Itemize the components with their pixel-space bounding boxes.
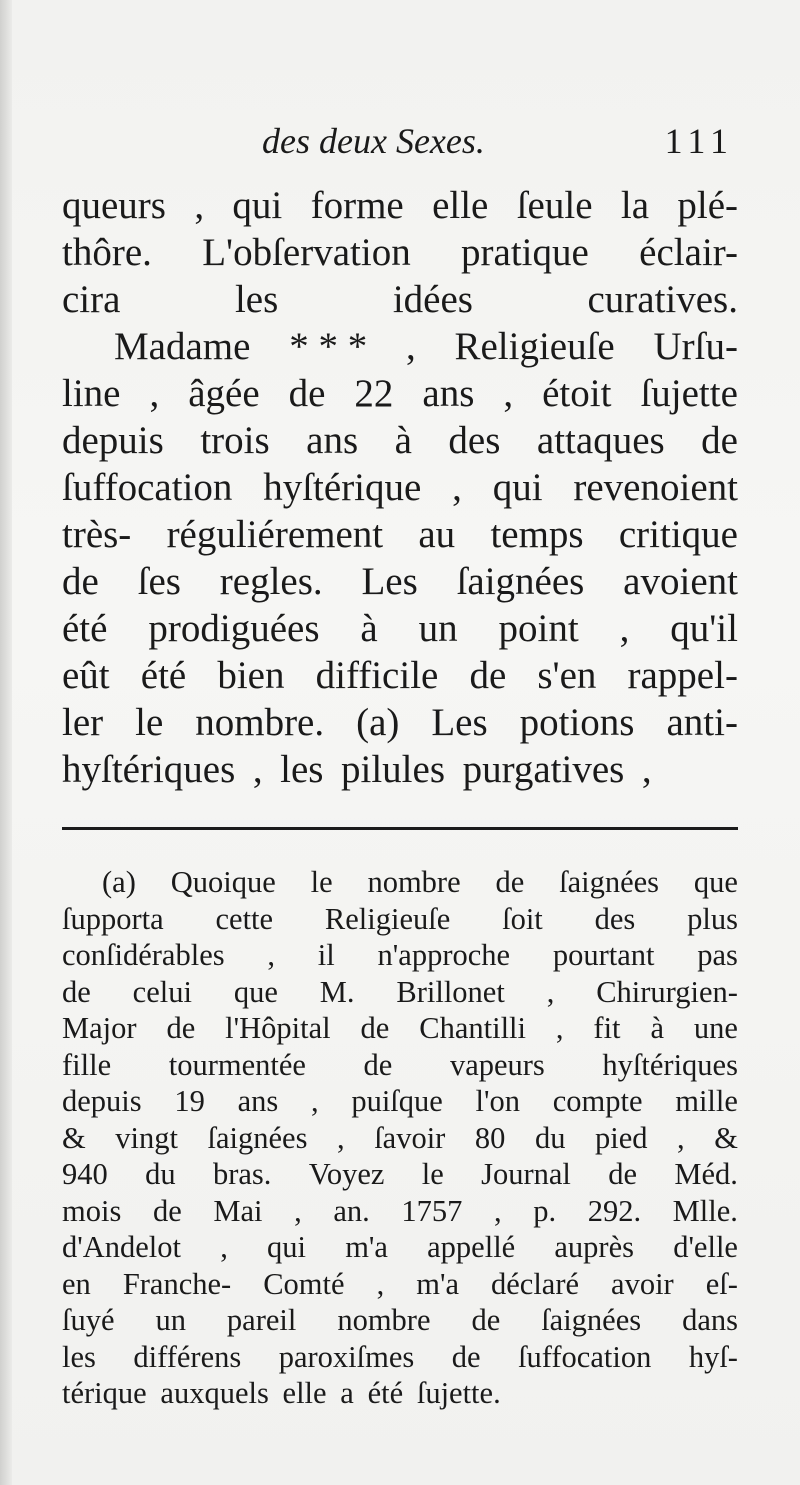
body-word: de [701, 419, 738, 462]
footnote-line [62, 937, 738, 974]
footnote-word: le [310, 865, 333, 899]
footnote-line [62, 1156, 738, 1193]
footnote-word: ſaignées [559, 865, 660, 899]
footnote-word: un [155, 1303, 186, 1337]
body-word: idées [392, 278, 473, 321]
footnote-word: de [451, 1339, 481, 1374]
body-word: ſaignées [456, 560, 585, 603]
body-line [62, 323, 738, 370]
body-word: potions [519, 701, 635, 744]
footnote-word: , [267, 938, 276, 972]
body-line [62, 182, 738, 229]
footnote-word: a [340, 1376, 354, 1410]
body-word: ler [62, 701, 104, 744]
footnote-word: ſupporta [62, 901, 164, 936]
body-line [62, 417, 738, 464]
body-word: , [503, 372, 514, 415]
body-word: difficile [315, 654, 439, 697]
footnote-word: de [471, 1303, 501, 1337]
body-word: à [360, 607, 378, 650]
body-line [62, 746, 738, 793]
footnote-line [62, 1375, 738, 1412]
body-word: Urſu- [653, 325, 738, 368]
body-word: de [469, 654, 507, 697]
footnote-word: , [555, 1011, 564, 1045]
footnote-line [62, 901, 738, 938]
footnote-word: Comté [263, 1266, 345, 1301]
footnote-word: paroxiſmes [278, 1339, 415, 1374]
footnote-word: à [650, 1011, 664, 1045]
footnote-word: (a) [102, 865, 136, 899]
footnote-word: Religieuſe [324, 901, 451, 936]
body-word: point [498, 607, 579, 650]
body-word: Madame [114, 325, 251, 368]
body-word: line [62, 372, 121, 415]
footnote-word: vingt [115, 1120, 178, 1155]
footnote-word: en [62, 1266, 91, 1301]
body-word: âgée [188, 372, 260, 415]
body-word: , [149, 372, 160, 415]
footnote-word: Quoique [170, 865, 276, 899]
body-word: les [280, 748, 324, 791]
footnote-word: ſuffocation [518, 1339, 652, 1374]
body-word: nombre. [195, 701, 325, 744]
footnote-word: , [220, 1230, 228, 1264]
footnote-line [62, 864, 738, 901]
footnote-word: mois [62, 1193, 122, 1228]
footnote-word: d'elle [673, 1230, 738, 1264]
body-word: 22 [354, 372, 394, 415]
footnote-word: des [594, 901, 636, 936]
body-word: , [252, 748, 263, 791]
footnote-word: de [363, 1047, 393, 1082]
body-word: cira [62, 278, 121, 321]
footnote-word: compte [552, 1084, 643, 1118]
footnote-word: p. [533, 1193, 557, 1228]
footnote-line [62, 1302, 738, 1339]
body-word: purgatives [462, 748, 625, 791]
body-word: étoit [542, 372, 612, 415]
footnote-word: que [233, 974, 278, 1009]
footnote-word: & [714, 1120, 738, 1155]
footnote-word: avoir [611, 1266, 674, 1301]
body-word: très- [62, 513, 132, 556]
body-word: bien [217, 654, 285, 697]
body-line [62, 699, 738, 746]
body-word: hyſtériques [62, 748, 236, 791]
running-title: des deux Sexes. [262, 121, 485, 161]
footnote-word: Journal [481, 1157, 571, 1191]
footnote-word: pareil [226, 1303, 297, 1337]
footnote-word: Major [62, 1011, 137, 1045]
footnote-word: fit [593, 1011, 621, 1045]
footnote-line [62, 1266, 738, 1303]
footnote-rule [62, 827, 738, 830]
footnote-word: , [677, 1120, 685, 1155]
body-word: ſes [137, 560, 181, 603]
footnote-line [62, 1339, 738, 1376]
footnote-word: 19 [174, 1084, 205, 1118]
footnote-word: ſoit [502, 901, 543, 936]
body-word: temps [490, 513, 584, 556]
footnote-word: conſidérables [62, 938, 225, 972]
footnote-word: nombre [367, 865, 461, 899]
page-edge-shadow [0, 0, 12, 1485]
footnote-word: plus [687, 901, 738, 936]
body-line [62, 652, 738, 699]
footnote-word: auxquels [160, 1376, 269, 1410]
body-word: qui [492, 466, 543, 509]
body-word: regles. [219, 560, 323, 603]
body-word: au [418, 513, 456, 556]
footnote-word: pas [697, 938, 738, 972]
footnote-word: Chantilli [419, 1011, 526, 1045]
body-word: le [135, 701, 164, 744]
body-word: ſujette [640, 372, 738, 415]
footnote-word: été [367, 1376, 404, 1410]
body-word: la [620, 184, 650, 227]
footnote-word: Franche- [122, 1266, 232, 1301]
footnote-word: hyſ- [688, 1339, 738, 1374]
footnote-word: le [421, 1157, 444, 1191]
body-word: été [140, 654, 187, 697]
body-word: plé- [677, 184, 738, 227]
footnote-word: de [152, 1193, 182, 1228]
footnote-word: Mai [213, 1193, 263, 1228]
body-word: à [394, 419, 412, 462]
body-word: depuis [62, 419, 164, 462]
footnote-word: puiſque [351, 1084, 443, 1118]
body-word: de [288, 372, 326, 415]
body-line [62, 276, 738, 323]
footnote-word: Voyez [308, 1157, 385, 1191]
footnote-word: 292. [587, 1193, 642, 1228]
footnote-word: pied [594, 1120, 648, 1155]
body-word: réguliérement [166, 513, 384, 556]
footnote-word: an. [333, 1193, 370, 1228]
footnote-word: fille [62, 1047, 112, 1082]
body-word: hyſtérique [263, 466, 422, 509]
footnote-word: ſuyé [62, 1303, 115, 1337]
footnote-word: d'Andelot [62, 1230, 182, 1264]
footnote-word: Brillonet [396, 974, 505, 1009]
body-word: ans [422, 372, 475, 415]
body-line [62, 229, 738, 276]
footnote-word: que [693, 865, 738, 899]
footnote-word: de [166, 1011, 196, 1045]
body-word: avoient [623, 560, 738, 603]
body-word: des [448, 419, 501, 462]
body-word: pratique [461, 231, 589, 274]
footnote-word: , [376, 1266, 385, 1301]
body-word: , [452, 466, 462, 509]
footnote-word: dans [682, 1303, 738, 1337]
running-head [62, 118, 738, 164]
body-word: ſuffocation [62, 466, 233, 509]
body-word: de [62, 560, 99, 603]
footnote-line [62, 1010, 738, 1047]
footnote-word: ans [237, 1084, 279, 1118]
footnote-line [62, 1229, 738, 1266]
footnote-word: 940 [62, 1157, 108, 1191]
footnote-word: les [62, 1339, 96, 1374]
footnote-word: m'a [345, 1230, 388, 1264]
footnote-word: térique [62, 1376, 147, 1410]
footnote [62, 864, 738, 1412]
body-word: eût [62, 654, 110, 697]
body-word: Religieuſe [454, 325, 615, 368]
footnote-word: de [360, 1011, 390, 1045]
footnote-word: du [534, 1120, 566, 1155]
footnote-word: & [62, 1120, 86, 1155]
body-word: pilules [341, 748, 446, 791]
footnote-line [62, 1047, 738, 1084]
footnote-word: eſ- [705, 1266, 738, 1301]
body-line [62, 511, 738, 558]
footnote-word: bras. [212, 1157, 272, 1191]
body-word: qu'il [670, 607, 738, 650]
footnote-word: du [145, 1157, 176, 1191]
body-word: attaques [536, 419, 665, 462]
body-word: ans [306, 419, 359, 462]
footnote-word: ſaignées [207, 1120, 308, 1155]
footnote-word: ſavoir [374, 1120, 446, 1155]
footnote-word: de [608, 1157, 638, 1191]
footnote-word: auprès [554, 1230, 634, 1264]
page-number: 111 [664, 121, 734, 161]
main-text [62, 182, 738, 793]
footnote-word: elle [282, 1376, 327, 1410]
footnote-word: , [310, 1084, 319, 1118]
body-word: prodiguées [148, 607, 320, 650]
footnote-word: Méd. [674, 1157, 738, 1191]
body-word: rappel- [627, 654, 738, 697]
body-line [62, 558, 738, 605]
body-word: queurs [62, 184, 166, 227]
body-word: qui [232, 184, 283, 227]
body-word: trois [200, 419, 270, 462]
body-line [62, 370, 738, 417]
body-word: (a) [356, 701, 400, 744]
body-line [62, 605, 738, 652]
footnote-word: , [546, 974, 555, 1009]
footnote-word: de [62, 974, 91, 1009]
body-word: anti- [666, 701, 738, 744]
body-word: , [619, 607, 630, 650]
footnote-word: déclaré [491, 1266, 580, 1301]
body-word: les [234, 278, 279, 321]
footnote-word: Mlle. [672, 1193, 738, 1228]
body-word: elle [432, 184, 489, 227]
body-word: * * * [289, 325, 368, 368]
body-word: un [418, 607, 458, 650]
footnote-line [62, 1120, 738, 1157]
footnote-word: , [337, 1120, 345, 1155]
footnote-word: Chirurgien- [596, 974, 738, 1009]
footnote-word: tourmentée [168, 1047, 306, 1082]
footnote-word: différens [133, 1339, 242, 1374]
footnote-word: n'approche [377, 938, 511, 972]
footnote-word: m'a [416, 1266, 459, 1301]
body-word: éclair- [639, 231, 738, 274]
body-line [62, 464, 738, 511]
body-word: critique [618, 513, 738, 556]
footnote-word: l'Hôpital [225, 1011, 331, 1045]
body-word: ſeule [516, 184, 593, 227]
footnote-word: , [294, 1193, 302, 1228]
footnote-word: de [495, 865, 525, 899]
footnote-word: celui [132, 974, 192, 1009]
footnote-word: M. [319, 974, 355, 1009]
body-word: , [405, 325, 416, 368]
body-word: Les [431, 701, 488, 744]
body-word: Les [361, 560, 418, 603]
footnote-word: 1757 [401, 1193, 463, 1228]
body-word: s'en [537, 654, 597, 697]
body-word: , [194, 184, 205, 227]
footnote-word: cette [215, 901, 274, 936]
footnote-word: vapeurs [449, 1047, 545, 1082]
body-word: revenoient [573, 466, 738, 509]
footnote-word: il [317, 938, 335, 972]
body-word: thôre. [62, 231, 152, 274]
footnote-word: ſujette. [416, 1376, 501, 1410]
footnote-word: ſaignées [541, 1303, 642, 1337]
footnote-word: depuis [62, 1084, 142, 1118]
footnote-word: nombre [337, 1303, 431, 1337]
footnote-word: qui [267, 1230, 306, 1264]
body-word: curatives. [587, 278, 738, 321]
footnote-word: mille [675, 1084, 738, 1118]
body-word: forme [310, 184, 404, 227]
footnote-word: hyſtériques [602, 1047, 738, 1082]
footnote-line [62, 1083, 738, 1120]
footnote-word: appellé [427, 1230, 516, 1264]
footnote-word: 80 [474, 1120, 506, 1155]
footnote-word: pourtant [552, 938, 655, 972]
body-word: , [641, 748, 652, 791]
footnote-word: , [493, 1193, 502, 1228]
footnote-line [62, 974, 738, 1011]
footnote-line [62, 1193, 738, 1230]
body-word: L'obſervation [202, 231, 411, 274]
footnote-word: l'on [475, 1084, 521, 1118]
footnote-word: une [693, 1011, 738, 1045]
body-word: été [62, 607, 108, 650]
